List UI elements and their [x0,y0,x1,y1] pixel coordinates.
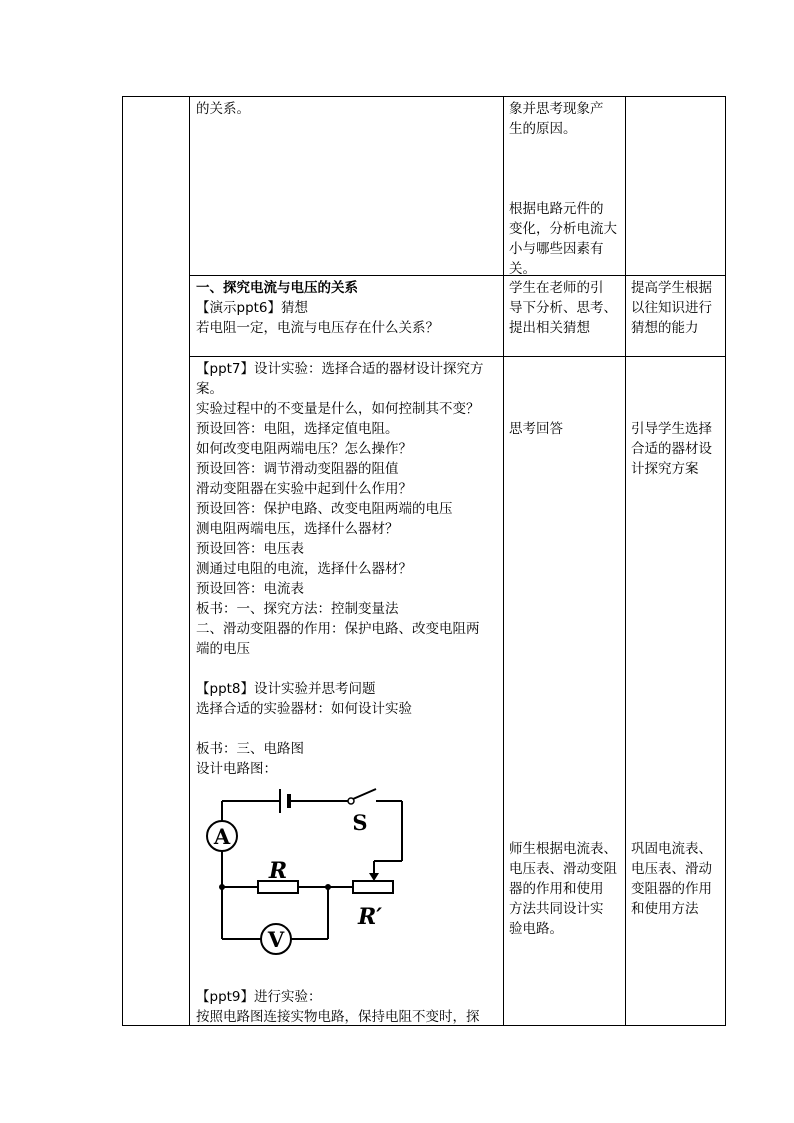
text-line: 案。 [196,381,223,397]
row3-content-cell [196,359,484,659]
text-line: 变阻器的作用 [631,881,712,897]
text-line: 【ppt7】设计实验：选择合适的器材设计探究方 [196,361,484,377]
ammeter-label: A [213,824,231,849]
switch-lever [353,789,376,799]
text-line: 的关系。 [196,101,250,117]
row1-content-cell [196,99,250,119]
row3-student-cell [509,419,563,439]
text-line: 生的原因。 [509,121,577,137]
text-line: 板书：三、电路图 [196,741,304,757]
text-line: 验电路。 [509,921,563,937]
text-line: 滑动变阻器在实验中起到什么作用？ [196,481,412,497]
text-line: 和使用方法 [631,901,699,917]
row2-content-cell [196,278,439,338]
switch-contact [348,798,354,804]
text-line: 象并思考现象产 [509,101,604,117]
text-line: 【演示ppt6】猜想 [196,300,309,316]
text-line: 预设回答：保护电路、改变电阻两端的电压 [196,501,453,517]
text-line: 端的电压 [196,641,250,657]
text-line: 测通过电阻的电流，选择什么器材？ [196,561,412,577]
text-line: 以往知识进行 [631,300,712,316]
slider-arrow [369,873,379,881]
text-line: 板书：一、探究方法：控制变量法 [196,601,399,617]
rheostat-label: R′ [357,904,383,930]
text-line: 设计电路图： [196,761,277,777]
row3-content-cell-ppt8 [196,679,412,719]
row3-content-cell-diagram [196,739,304,779]
text-line: 二、滑动变阻器的作用：保护电路、改变电阻两 [196,621,480,637]
text-line: 关。 [509,261,536,277]
resistor-label: R [268,858,288,884]
text-line: 按照电路图连接实物电路，保持电阻不变时，探 [196,1009,480,1025]
row3-intent-cell-2 [631,839,712,919]
text-line: 导下分析、思考、 [509,300,617,316]
rheostat-box [353,881,393,893]
text-line: 引导学生选择 [631,421,712,437]
text-line: 计探究方案 [631,461,699,477]
junction-dot-right [325,884,331,890]
text-line: 预设回答：电阻，选择定值电阻。 [196,421,399,437]
text-line: 选择合适的实验器材：如何设计实验 [196,701,412,717]
text-line: 【ppt8】设计实验并思考问题 [196,681,376,697]
text-line: 预设回答：电流表 [196,581,304,597]
section-heading: 一、探究电流与电压的关系 [196,280,358,296]
text-line: 如何改变电阻两端电压？怎么操作？ [196,441,412,457]
text-line: 巩固电流表、 [631,841,712,857]
text-line: 小与哪些因素有 [509,241,604,257]
text-line: 提高学生根据 [631,280,712,296]
text-line: 师生根据电流表、 [509,841,617,857]
text-line: 猜想的能力 [631,320,699,336]
row1-student-cell [509,99,604,139]
row2-intent-cell [631,278,712,338]
text-line: 测电阻两端电压，选择什么器材？ [196,521,399,537]
circuit-diagram [200,783,405,958]
text-line: 变化，分析电流大 [509,221,617,237]
text-line: 思考回答 [509,421,563,437]
text-line: 【ppt9】进行实验： [196,989,322,1005]
text-line: 合适的器材设 [631,441,712,457]
text-line: 若电阻一定，电流与电压存在什么关系？ [196,320,439,336]
text-line: 预设回答：调节滑动变阻器的阻值 [196,461,399,477]
text-line: 器的作用和使用 [509,881,604,897]
text-line: 方法共同设计实 [509,901,604,917]
voltmeter-label: V [267,927,285,952]
text-line: 学生在老师的引 [509,280,604,296]
row3-content-cell-ppt9 [196,987,480,1027]
junction-dot-left [219,884,225,890]
text-line: 电压表、滑动 [631,861,712,877]
text-line: 电压表、滑动变阻 [509,861,617,877]
text-line: 预设回答：电压表 [196,541,304,557]
text-line: 根据电路元件的 [509,201,604,217]
text-line: 实验过程中的不变量是什么，如何控制其不变？ [196,401,480,417]
switch-label: S [352,810,368,835]
text-line: 提出相关猜想 [509,320,590,336]
row1-student-cell-2 [509,199,617,279]
row2-student-cell [509,278,617,338]
row3-intent-cell [631,419,712,479]
row3-student-cell-2 [509,839,617,939]
